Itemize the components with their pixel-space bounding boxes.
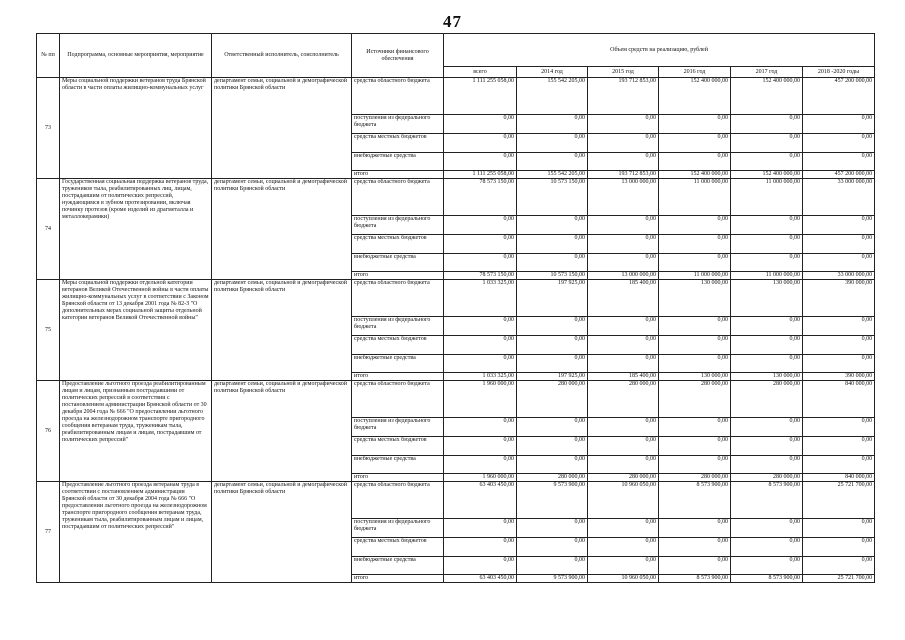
amount-cell: 0,00 xyxy=(659,317,731,336)
amount-cell: 280 000,00 xyxy=(659,474,731,482)
amount-cell: 0,00 xyxy=(659,538,731,557)
amount-cell: 0,00 xyxy=(659,519,731,538)
amount-cell: 0,00 xyxy=(659,456,731,474)
amount-cell: 11 000 000,00 xyxy=(659,272,731,280)
amount-cell: 0,00 xyxy=(588,134,659,153)
amount-cell: 25 721 700,00 xyxy=(803,482,875,519)
amount-cell: 0,00 xyxy=(731,134,803,153)
amount-cell: 280 000,00 xyxy=(659,381,731,418)
amount-cell: 0,00 xyxy=(731,538,803,557)
source-label: средства областного бюджета xyxy=(352,482,444,519)
amount-cell: 390 000,00 xyxy=(803,373,875,381)
amount-cell: 185 400,00 xyxy=(588,373,659,381)
header-sources: Источники финансового обеспечения xyxy=(352,34,444,78)
amount-cell: 1 111 255 058,00 xyxy=(444,78,517,115)
amount-cell: 0,00 xyxy=(731,418,803,437)
amount-cell: 0,00 xyxy=(731,519,803,538)
source-label: внебюджетные средства xyxy=(352,355,444,373)
amount-cell: 0,00 xyxy=(803,437,875,456)
amount-cell: 0,00 xyxy=(444,317,517,336)
amount-cell: 0,00 xyxy=(444,235,517,254)
amount-cell: 0,00 xyxy=(731,456,803,474)
amount-cell: 8 573 900,00 xyxy=(659,482,731,519)
amount-cell: 0,00 xyxy=(659,418,731,437)
amount-cell: 155 542 205,00 xyxy=(517,171,588,179)
amount-cell: 0,00 xyxy=(803,216,875,235)
table-row xyxy=(37,482,875,519)
amount-cell: 0,00 xyxy=(444,557,517,575)
amount-cell: 0,00 xyxy=(731,235,803,254)
amount-cell: 840 000,00 xyxy=(803,474,875,482)
source-label: поступления из федерального бюджета xyxy=(352,115,444,134)
amount-cell: 0,00 xyxy=(588,355,659,373)
row-program: Меры социальной поддержки ветеранов труда Брянской области в части оплаты жилищно-коммунальных услуг xyxy=(60,78,212,179)
amount-cell: 0,00 xyxy=(659,216,731,235)
amount-cell: 0,00 xyxy=(444,456,517,474)
amount-cell: 0,00 xyxy=(731,216,803,235)
amount-cell: 10 573 150,00 xyxy=(517,272,588,280)
amount-cell: 0,00 xyxy=(517,134,588,153)
amount-cell: 0,00 xyxy=(444,336,517,355)
amount-cell: 0,00 xyxy=(803,456,875,474)
amount-cell: 280 000,00 xyxy=(731,381,803,418)
amount-cell: 33 000 000,00 xyxy=(803,179,875,216)
amount-cell: 130 000,00 xyxy=(731,280,803,317)
amount-cell: 0,00 xyxy=(444,418,517,437)
table-row xyxy=(37,280,875,317)
amount-cell: 0,00 xyxy=(803,336,875,355)
amount-cell: 0,00 xyxy=(803,418,875,437)
amount-cell: 0,00 xyxy=(588,153,659,171)
row-program: Предоставление льготного проезда ветеранам труда в соответствии с постановлением администрации Брянской области от 30 декабря 2004 года № 666 "О предоставлении льготного проезда на железнодорожном транспорте пригородного сообщения ветеранам труда, труженикам тыла, реабилитированным лицам и лицам, пострадавшим от политических репрессий" xyxy=(60,482,212,583)
amount-cell: 0,00 xyxy=(517,254,588,272)
header-num: № пп xyxy=(37,34,60,78)
amount-cell: 0,00 xyxy=(659,115,731,134)
row-number: 73 xyxy=(37,78,60,179)
source-label: итого xyxy=(352,272,444,280)
source-label: средства областного бюджета xyxy=(352,179,444,216)
amount-cell: 1 033 325,00 xyxy=(444,373,517,381)
amount-cell: 0,00 xyxy=(517,437,588,456)
amount-cell: 280 000,00 xyxy=(517,474,588,482)
header-year: 2016 год xyxy=(659,67,731,78)
amount-cell: 0,00 xyxy=(444,538,517,557)
amount-cell: 0,00 xyxy=(444,437,517,456)
amount-cell: 0,00 xyxy=(803,134,875,153)
amount-cell: 0,00 xyxy=(803,254,875,272)
amount-cell: 390 000,00 xyxy=(803,280,875,317)
source-label: средства областного бюджета xyxy=(352,78,444,115)
amount-cell: 0,00 xyxy=(517,538,588,557)
amount-cell: 0,00 xyxy=(444,115,517,134)
amount-cell: 130 000,00 xyxy=(731,373,803,381)
amount-cell: 457 200 000,00 xyxy=(803,78,875,115)
amount-cell: 0,00 xyxy=(659,134,731,153)
amount-cell: 8 573 900,00 xyxy=(731,575,803,583)
amount-cell: 1 111 255 058,00 xyxy=(444,171,517,179)
amount-cell: 0,00 xyxy=(588,235,659,254)
amount-cell: 193 712 853,00 xyxy=(588,171,659,179)
amount-cell: 11 000 000,00 xyxy=(659,179,731,216)
header-year: 2017 год xyxy=(731,67,803,78)
row-program: Государственная социальная поддержка ветеранов труда, тружеников тыла, реабилитированных лиц, лицам, пострадавшим от политических репрессий, нуждающимся в зубном протезировании, включая починку протезов (кроме изделий из драгметалла и металлокерамики) xyxy=(60,179,212,280)
amount-cell: 11 000 000,00 xyxy=(731,179,803,216)
source-label: средства местных бюджетов xyxy=(352,134,444,153)
amount-cell: 193 712 853,00 xyxy=(588,78,659,115)
source-label: средства местных бюджетов xyxy=(352,538,444,557)
header-year: 2014 год xyxy=(517,67,588,78)
amount-cell: 0,00 xyxy=(659,437,731,456)
amount-cell: 78 573 150,00 xyxy=(444,179,517,216)
header-program: Подпрограмма, основные мероприятия, мероприятие xyxy=(60,34,212,78)
amount-cell: 0,00 xyxy=(588,115,659,134)
amount-cell: 0,00 xyxy=(444,134,517,153)
amount-cell: 0,00 xyxy=(803,557,875,575)
amount-cell: 0,00 xyxy=(803,235,875,254)
amount-cell: 0,00 xyxy=(803,538,875,557)
row-number: 75 xyxy=(37,280,60,381)
row-number: 76 xyxy=(37,381,60,482)
amount-cell: 78 573 150,00 xyxy=(444,272,517,280)
amount-cell: 10 573 150,00 xyxy=(517,179,588,216)
amount-cell: 0,00 xyxy=(444,254,517,272)
amount-cell: 0,00 xyxy=(588,437,659,456)
table-row xyxy=(37,78,875,115)
amount-cell: 63 403 450,00 xyxy=(444,575,517,583)
amount-cell: 0,00 xyxy=(588,538,659,557)
header-executor: Ответственный исполнитель, соисполнитель xyxy=(212,34,352,78)
amount-cell: 0,00 xyxy=(517,355,588,373)
amount-cell: 13 000 000,00 xyxy=(588,272,659,280)
page-number: 47 xyxy=(443,12,462,31)
amount-cell: 25 721 700,00 xyxy=(803,575,875,583)
amount-cell: 152 400 000,00 xyxy=(731,78,803,115)
amount-cell: 280 000,00 xyxy=(517,381,588,418)
amount-cell: 152 400 000,00 xyxy=(659,171,731,179)
amount-cell: 0,00 xyxy=(588,456,659,474)
amount-cell: 11 000 000,00 xyxy=(731,272,803,280)
amount-cell: 0,00 xyxy=(517,418,588,437)
source-label: поступления из федерального бюджета xyxy=(352,418,444,437)
amount-cell: 280 000,00 xyxy=(731,474,803,482)
source-label: итого xyxy=(352,474,444,482)
amount-cell: 197 925,00 xyxy=(517,280,588,317)
amount-cell: 63 403 450,00 xyxy=(444,482,517,519)
amount-cell: 0,00 xyxy=(731,336,803,355)
amount-cell: 130 000,00 xyxy=(659,373,731,381)
amount-cell: 0,00 xyxy=(517,317,588,336)
source-label: внебюджетные средства xyxy=(352,254,444,272)
header-year: 2015 год xyxy=(588,67,659,78)
amount-cell: 1 033 325,00 xyxy=(444,280,517,317)
amount-cell: 0,00 xyxy=(444,519,517,538)
row-executor: департамент семьи, социальной и демографической политики Брянской области xyxy=(212,381,352,482)
amount-cell: 0,00 xyxy=(588,216,659,235)
row-number: 77 xyxy=(37,482,60,583)
row-executor: департамент семьи, социальной и демографической политики Брянской области xyxy=(212,482,352,583)
amount-cell: 13 000 000,00 xyxy=(588,179,659,216)
amount-cell: 0,00 xyxy=(731,437,803,456)
amount-cell: 10 960 050,00 xyxy=(588,482,659,519)
amount-cell: 0,00 xyxy=(517,153,588,171)
amount-cell: 0,00 xyxy=(588,519,659,538)
amount-cell: 0,00 xyxy=(659,355,731,373)
amount-cell: 457 200 000,00 xyxy=(803,171,875,179)
row-program: Предоставление льготного проезда реабилитированным лицам и лицам, признанным пострадавшими от политических репрессий в соответствии с постановлением администрации Брянской области от 30 декабря 2004 года № 666 "О предоставлении льготного проезда на железнодорожном транспорте пригородного сообщения ветеранам труда, труженикам тыла, реабилитированным лицам и лицам, пострадавшим от политических репрессий" xyxy=(60,381,212,482)
source-label: поступления из федерального бюджета xyxy=(352,519,444,538)
amount-cell: 0,00 xyxy=(444,153,517,171)
amount-cell: 0,00 xyxy=(731,557,803,575)
amount-cell: 0,00 xyxy=(517,557,588,575)
amount-cell: 33 000 000,00 xyxy=(803,272,875,280)
amount-cell: 0,00 xyxy=(659,336,731,355)
source-label: средства местных бюджетов xyxy=(352,235,444,254)
header-volume: Объем средств на реализацию, рублей xyxy=(444,34,875,67)
amount-cell: 0,00 xyxy=(731,355,803,373)
source-label: итого xyxy=(352,373,444,381)
amount-cell: 0,00 xyxy=(803,355,875,373)
amount-cell: 0,00 xyxy=(659,557,731,575)
amount-cell: 0,00 xyxy=(517,336,588,355)
table-row xyxy=(37,381,875,418)
amount-cell: 9 573 900,00 xyxy=(517,482,588,519)
amount-cell: 0,00 xyxy=(588,557,659,575)
header-year: всего xyxy=(444,67,517,78)
amount-cell: 1 960 000,00 xyxy=(444,474,517,482)
amount-cell: 0,00 xyxy=(517,115,588,134)
amount-cell: 0,00 xyxy=(803,519,875,538)
program-table xyxy=(36,33,875,583)
amount-cell: 185 400,00 xyxy=(588,280,659,317)
amount-cell: 0,00 xyxy=(659,235,731,254)
amount-cell: 155 542 205,00 xyxy=(517,78,588,115)
table-row xyxy=(37,179,875,216)
amount-cell: 0,00 xyxy=(517,216,588,235)
amount-cell: 0,00 xyxy=(444,216,517,235)
source-label: поступления из федерального бюджета xyxy=(352,216,444,235)
source-label: внебюджетные средства xyxy=(352,153,444,171)
header-year: 2018 -2020 годы xyxy=(803,67,875,78)
amount-cell: 130 000,00 xyxy=(659,280,731,317)
amount-cell: 9 573 900,00 xyxy=(517,575,588,583)
source-label: средства областного бюджета xyxy=(352,381,444,418)
source-label: средства местных бюджетов xyxy=(352,336,444,355)
amount-cell: 0,00 xyxy=(588,254,659,272)
amount-cell: 0,00 xyxy=(517,456,588,474)
amount-cell: 0,00 xyxy=(588,336,659,355)
amount-cell: 840 000,00 xyxy=(803,381,875,418)
amount-cell: 0,00 xyxy=(731,153,803,171)
row-program: Меры социальной поддержки отдельной категории ветеранов Великой Отечественной войны в части оплаты жилищно-коммунальных услуг в соответствии с Законом Брянской области от 13 декабря 2001 года № 82-З "О дополнительных мерах социальной защиты отдельной категории ветеранов Великой Отечественной войны" xyxy=(60,280,212,381)
amount-cell: 0,00 xyxy=(731,254,803,272)
source-label: внебюджетные средства xyxy=(352,557,444,575)
amount-cell: 0,00 xyxy=(517,519,588,538)
amount-cell: 0,00 xyxy=(731,317,803,336)
amount-cell: 0,00 xyxy=(659,254,731,272)
amount-cell: 0,00 xyxy=(588,418,659,437)
row-executor: департамент семьи, социальной и демографической политики Брянской области xyxy=(212,78,352,179)
source-label: средства областного бюджета xyxy=(352,280,444,317)
amount-cell: 197 925,00 xyxy=(517,373,588,381)
amount-cell: 0,00 xyxy=(517,235,588,254)
amount-cell: 0,00 xyxy=(588,317,659,336)
amount-cell: 8 573 900,00 xyxy=(731,482,803,519)
row-executor: департамент семьи, социальной и демографической политики Брянской области xyxy=(212,179,352,280)
amount-cell: 0,00 xyxy=(659,153,731,171)
amount-cell: 8 573 900,00 xyxy=(659,575,731,583)
source-label: средства местных бюджетов xyxy=(352,437,444,456)
source-label: итого xyxy=(352,575,444,583)
source-label: внебюджетные средства xyxy=(352,456,444,474)
amount-cell: 10 960 050,00 xyxy=(588,575,659,583)
amount-cell: 152 400 000,00 xyxy=(659,78,731,115)
amount-cell: 280 000,00 xyxy=(588,381,659,418)
amount-cell: 0,00 xyxy=(803,317,875,336)
row-number: 74 xyxy=(37,179,60,280)
amount-cell: 0,00 xyxy=(803,115,875,134)
source-label: итого xyxy=(352,171,444,179)
amount-cell: 0,00 xyxy=(731,115,803,134)
amount-cell: 0,00 xyxy=(444,355,517,373)
amount-cell: 0,00 xyxy=(803,153,875,171)
amount-cell: 1 960 000,00 xyxy=(444,381,517,418)
row-executor: департамент семьи, социальной и демографической политики Брянской области xyxy=(212,280,352,381)
amount-cell: 152 400 000,00 xyxy=(731,171,803,179)
amount-cell: 280 000,00 xyxy=(588,474,659,482)
source-label: поступления из федерального бюджета xyxy=(352,317,444,336)
